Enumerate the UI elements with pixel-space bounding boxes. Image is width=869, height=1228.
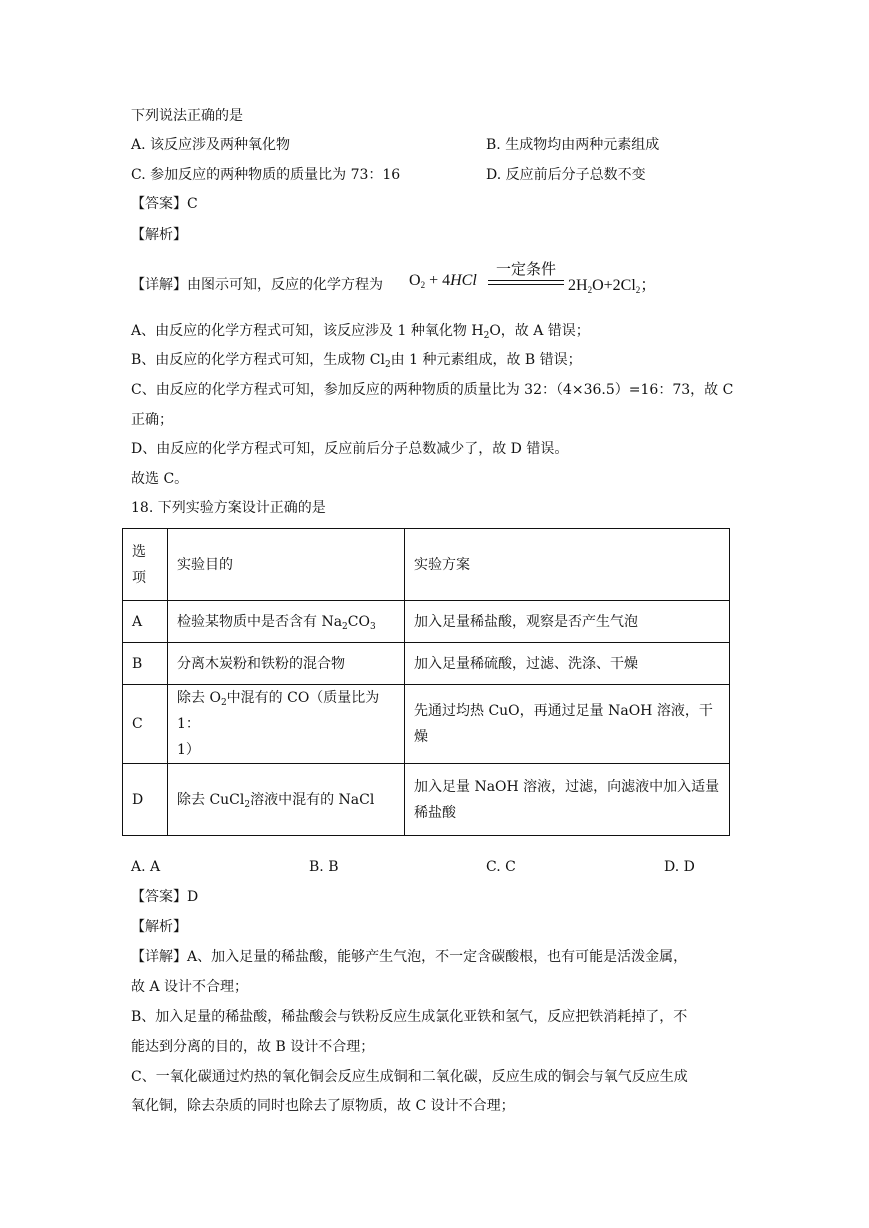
row-purpose: 除去 CuCl$_2$溶液中混有的 NaCl <box>168 764 405 836</box>
equation-double-line <box>488 280 564 285</box>
option-c: C. 参加反应的两种物质的质量比为 73：16 <box>131 167 401 183</box>
row-plan: 加入足量 NaOH 溶液，过滤，向滤液中加入适量 稀盐酸 <box>405 764 730 836</box>
equation-products: $2H_2O+2Cl_2$； <box>568 277 657 295</box>
table-row <box>123 764 730 836</box>
row-purpose: 分离木炭粉和铁粉的混合物 <box>168 643 405 685</box>
table-header-row <box>123 529 730 601</box>
detail-line-d: D、由反应的化学方程式可知，反应前后分子总数减少了，故 D 错误。 <box>131 441 569 457</box>
reaction-condition: 一定条件 <box>495 262 556 278</box>
q18-answer: 【答案】D <box>131 889 199 905</box>
detail-prefix: 【详解】由图示可知，反应的化学方程为 <box>131 277 383 293</box>
row-plan: 加入足量稀硫酸，过滤、洗涤、干燥 <box>405 643 730 685</box>
row-purpose: 除去 $O_2$中混有的 CO（质量比为 1： 1） <box>168 685 405 764</box>
row-option: D <box>123 764 168 836</box>
table-row <box>123 643 730 685</box>
row-option: A <box>123 601 168 643</box>
conclusion: 故选 C。 <box>131 471 189 487</box>
table-row <box>123 685 730 764</box>
option-a: A. 该反应涉及两种氧化物 <box>131 137 291 153</box>
row-option: C <box>123 685 168 764</box>
header-option: 选 项 <box>123 529 168 601</box>
q18-analysis-label: 【解析】 <box>131 919 187 935</box>
q18-detail-a2: 故 A 设计不合理； <box>131 979 249 995</box>
table-row <box>123 601 730 643</box>
answer: 【答案】C <box>131 196 198 212</box>
q18-detail-c2: 氧化铜，除去杂质的同时也除去了原物质，故 C 设计不合理； <box>131 1098 515 1114</box>
row-purpose: 检验某物质中是否含有 $Na_2CO_3$ <box>168 601 405 643</box>
detail-line-b: B、由反应的化学方程式可知，生成物 $Cl_2$由 1 种元素组成，故 B 错误； <box>131 352 582 370</box>
header-purpose: 实验目的 <box>168 529 405 601</box>
q18-detail-a1: 【详解】A、加入足量的稀盐酸，能够产生气泡，不一定含碳酸根，也有可能是活泼金属， <box>131 949 688 965</box>
q18-option-b: B. B <box>309 859 339 875</box>
row-plan: 先通过均热 CuO，再通过足量 NaOH 溶液，干燥 <box>405 685 730 764</box>
experiment-table <box>122 528 730 836</box>
header-plan: 实验方案 <box>405 529 730 601</box>
detail-line-a: A、由反应的化学方程式可知，该反应涉及 1 种氧化物 $H_2O$，故 A 错误； <box>131 323 590 341</box>
row-plan: 加入足量稀盐酸，观察是否产生气泡 <box>405 601 730 643</box>
q18-option-d: D. D <box>664 859 695 875</box>
detail-line-c1: C、由反应的化学方程式可知，参加反应的两种物质的质量比为 32：（4×36.5）=16：73，故 C <box>131 382 734 398</box>
row-option: B <box>123 643 168 685</box>
question-18-stem: 18. 下列实验方案设计正确的是 <box>131 500 326 516</box>
option-d: D. 反应前后分子总数不变 <box>486 167 646 183</box>
q18-detail-b2: 能达到分离的目的，故 B 设计不合理； <box>131 1039 375 1055</box>
question-stem: 下列说法正确的是 <box>131 108 243 124</box>
analysis-label: 【解析】 <box>131 227 187 243</box>
q18-detail-b1: B、加入足量的稀盐酸，稀盐酸会与铁粉反应生成氯化亚铁和氢气，反应把铁消耗掉了，不 <box>131 1009 688 1025</box>
q18-option-c: C. C <box>486 859 516 875</box>
option-b: B. 生成物均由两种元素组成 <box>486 137 660 153</box>
q18-option-a: A. A <box>131 859 161 875</box>
equation-reactants: $O_2 + 4HCl$ <box>409 272 477 290</box>
q18-detail-c1: C、一氧化碳通过灼热的氧化铜会反应生成铜和二氧化碳，反应生成的铜会与氧气反应生成 <box>131 1069 688 1085</box>
detail-line-c2: 正确； <box>131 412 173 428</box>
